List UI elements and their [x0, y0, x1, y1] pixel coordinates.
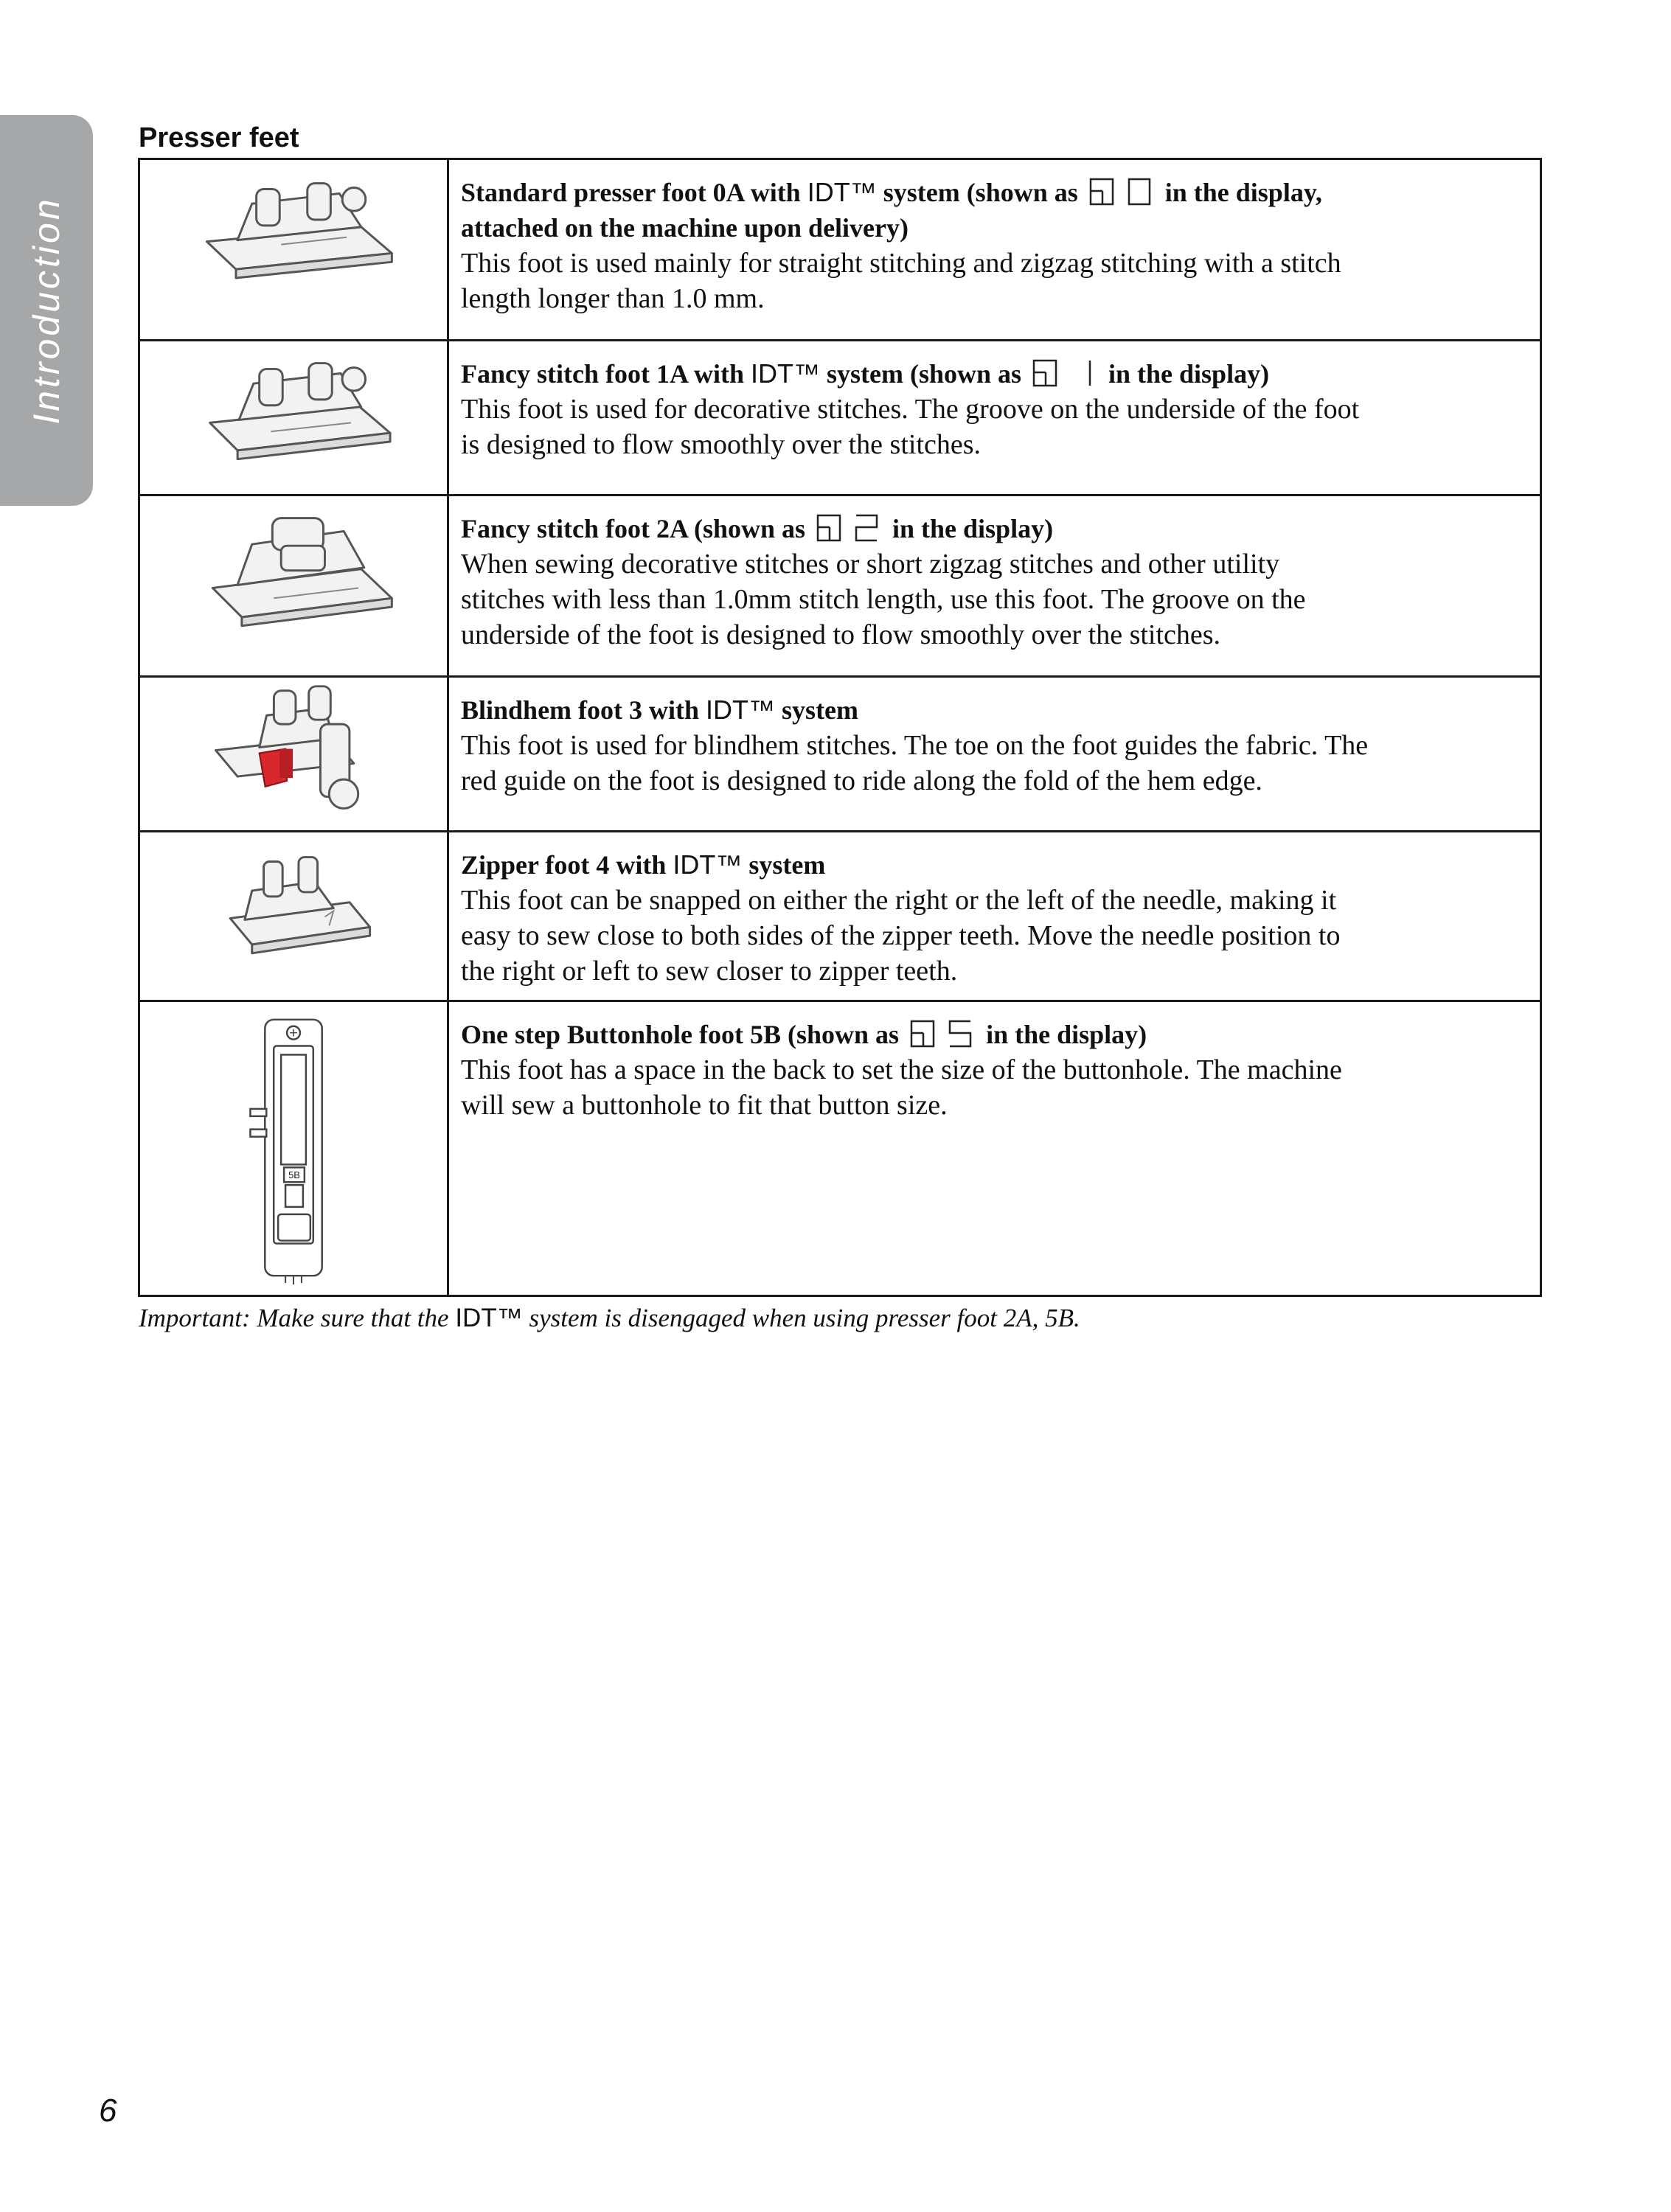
idt-logo: IDT™	[673, 849, 743, 880]
standard-foot-icon	[140, 160, 447, 339]
table-row	[139, 677, 1541, 832]
side-tab-label: Introduction	[26, 196, 67, 425]
foot-title: Blindhem foot 3 with IDT™ system	[461, 695, 859, 725]
fancy-stitch-foot-2a-icon	[140, 496, 447, 675]
zipper-foot-icon	[140, 832, 447, 1000]
foot-text-cell	[448, 495, 1541, 677]
foot-title: One step Buttonhole foot 5B (shown as in the display)	[461, 1020, 1147, 1049]
buttonhole-foot-label: 5B	[288, 1169, 300, 1181]
foot-text-cell	[448, 832, 1541, 1001]
display-code-icon	[1088, 176, 1156, 207]
section-title: Presser feet	[139, 122, 299, 153]
foot-text-cell	[448, 1001, 1541, 1296]
display-code-icon	[909, 1018, 976, 1049]
foot-description: This foot is used for blindhem stitches. The toe on the foot guides the fabric. The red guide on the foot is designed to ride along the fold of the hem edge.	[461, 730, 1369, 796]
red-guide-icon	[260, 749, 293, 787]
page-number: 6	[99, 2093, 117, 2129]
foot-image-cell	[139, 495, 448, 677]
foot-description: This foot has a space in the back to set the size of the buttonhole. The machine will sew a buttonhole to fit that button size.	[461, 1054, 1342, 1121]
idt-logo: IDT™	[706, 695, 776, 725]
table-row	[139, 159, 1541, 341]
foot-text-cell	[448, 341, 1541, 495]
blindhem-foot-icon	[140, 678, 447, 830]
buttonhole-foot-icon	[140, 1002, 447, 1295]
foot-description: This foot is used for decorative stitches. The groove on the underside of the foot is designed to flow smoothly over the stitches.	[461, 394, 1360, 460]
fancy-stitch-foot-1a-icon	[140, 341, 447, 494]
foot-title: Fancy stitch foot 1A with IDT™ system (shown as in the display)	[461, 358, 1270, 389]
foot-title: Fancy stitch foot 2A (shown as in the display)	[461, 514, 1054, 543]
side-tab	[0, 115, 93, 506]
table-row	[139, 495, 1541, 677]
foot-title: Zipper foot 4 with IDT™ system	[461, 849, 826, 880]
foot-image-cell	[139, 677, 448, 832]
foot-text-cell	[448, 677, 1541, 832]
important-note: Important: Make sure that the IDT™ system is disengaged when using presser foot 2A, 5B.	[139, 1304, 1080, 1332]
table-row	[139, 1001, 1541, 1296]
foot-description: This foot can be snapped on either the right or the left of the needle, making it easy to sew close to both sides of the zipper teeth. Move the needle position to the right or left to sew closer to zipper teeth.	[461, 885, 1341, 987]
display-code-icon	[1031, 358, 1099, 389]
foot-description: When sewing decorative stitches or short zigzag stitches and other utility stitches with less than 1.0mm stitch length, use this foot. The groove on the underside of the foot is designed to flow smoothly over the stitches.	[461, 549, 1306, 650]
presser-feet-table	[138, 158, 1542, 1297]
idt-logo: IDT™	[455, 1304, 523, 1332]
display-code-icon	[815, 512, 883, 543]
idt-logo: IDT™	[807, 177, 877, 207]
foot-description: This foot is used mainly for straight stitching and zigzag stitching with a stitch length longer than 1.0 mm.	[461, 248, 1341, 314]
table-row	[139, 832, 1541, 1001]
foot-image-cell	[139, 341, 448, 495]
foot-title: Standard presser foot 0A with IDT™ system (shown as in the display, attached on the machine upon delivery)	[461, 177, 1322, 243]
foot-image-cell	[139, 1001, 448, 1296]
table-row	[139, 341, 1541, 495]
foot-image-cell	[139, 159, 448, 341]
idt-logo: IDT™	[750, 358, 820, 389]
foot-text-cell	[448, 159, 1541, 341]
foot-image-cell	[139, 832, 448, 1001]
